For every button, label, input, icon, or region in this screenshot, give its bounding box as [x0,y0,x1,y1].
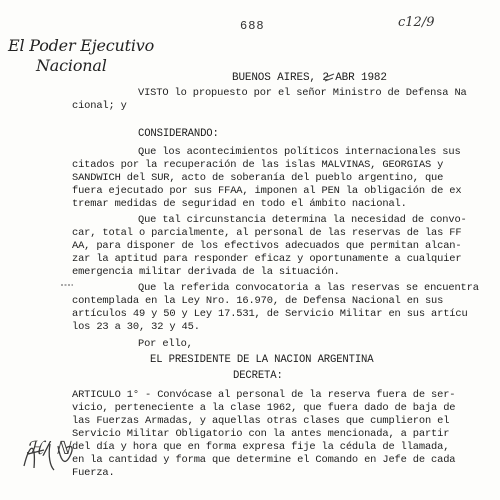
considerando-2-line-1: Que tal circunstancia determina la necesidad de convo- [138,214,467,226]
considerando-1-line-5: tremar medidas de seguridad en todo el ámbito nacional. [72,198,407,210]
considerando-3-line-2: contemplada en la Ley Nro. 16.970, de Defensa Nacional en sus [72,295,444,307]
signature-initials: ℋ/ ℕ [26,438,70,459]
articulo-1-line-3: las Fuerzas Armadas, y aquellas otras clases que cumplieron el [72,415,450,427]
considerando-2-line-4: zar la aptitud para responder eficaz y oportunamente a cualquier [72,253,462,265]
articulo-1-line-1: ARTICULO 1° - Convócase al personal de la reserva fuera de ser- [72,389,456,401]
por-ello: Por ello, [138,338,193,350]
date-place: BUENOS AIRES, [232,72,323,84]
signature-scribble-icon [20,436,80,476]
considerando-2-line-3: AA, para disponer de los efectivos adecuados que permitan alcan- [72,240,462,252]
articulo-1-line-6: en la cantidad y forma que determine el Comando en Jefe de cada [72,454,456,466]
considerando-1-line-3: SANDWICH del SUR, acto de soberanía del pueblo argentino, que [72,172,444,184]
articulo-1-line-7: Fuerza. [72,467,115,479]
considerando-2-line-5: emergencia militar derivada de la situación. [72,266,340,278]
considerando-2-line-2: car, total o parcialmente, al personal de las reservas de las FF [72,227,462,239]
considerando-3-line-1: Que la referida convocatoria a las reservas se encuentra [138,282,479,294]
articulo-1-line-5: del día y hora que en forma expresa fije la cédula de llamada, [72,441,450,453]
decreta-heading: DECRETA: [233,370,283,382]
document-number: 688 [240,19,265,33]
margin-mark-icon [60,281,74,289]
corner-note: c12/9 [398,15,435,30]
considerando-1-line-2: citados por la recuperación de las islas MALVINAS, GEORGIAS y [72,159,444,171]
articulo-1-line-2: vicio, perteneciente a la clase 1962, que fuera dado de baja de [72,402,456,414]
date-value: 2 ABR 1982 [322,72,387,84]
considerando-1-line-4: fuera ejecutado por sus FFAA, imponen al PEN la obligación de ex [72,185,462,197]
date-stamp-mark-icon [322,70,336,84]
considerando-1-line-1: Que los acontecimientos políticos internacionales sus [138,146,461,158]
presidente-heading: EL PRESIDENTE DE LA NACION ARGENTINA [150,354,374,366]
issuer-line-2: Nacional [36,56,107,75]
visto-line-2: cional; y [72,100,127,112]
considerando-title: CONSIDERANDO: [138,128,219,140]
considerando-3-line-4: los 23 a 30, 32 y 45. [72,321,200,333]
articulo-1-line-4: Servicio Militar Obligatorio con la antes mencionada, a partir [72,428,450,440]
date-line [232,72,387,85]
visto-line-1: VISTO lo propuesto por el señor Ministro de Defensa Na [138,87,467,99]
considerando-3-line-3: artículos 49 y 50 y Ley 17.531, de Servicio Militar en sus artícu [72,308,468,320]
issuer-line-1: El Poder Ejecutivo [8,36,155,55]
